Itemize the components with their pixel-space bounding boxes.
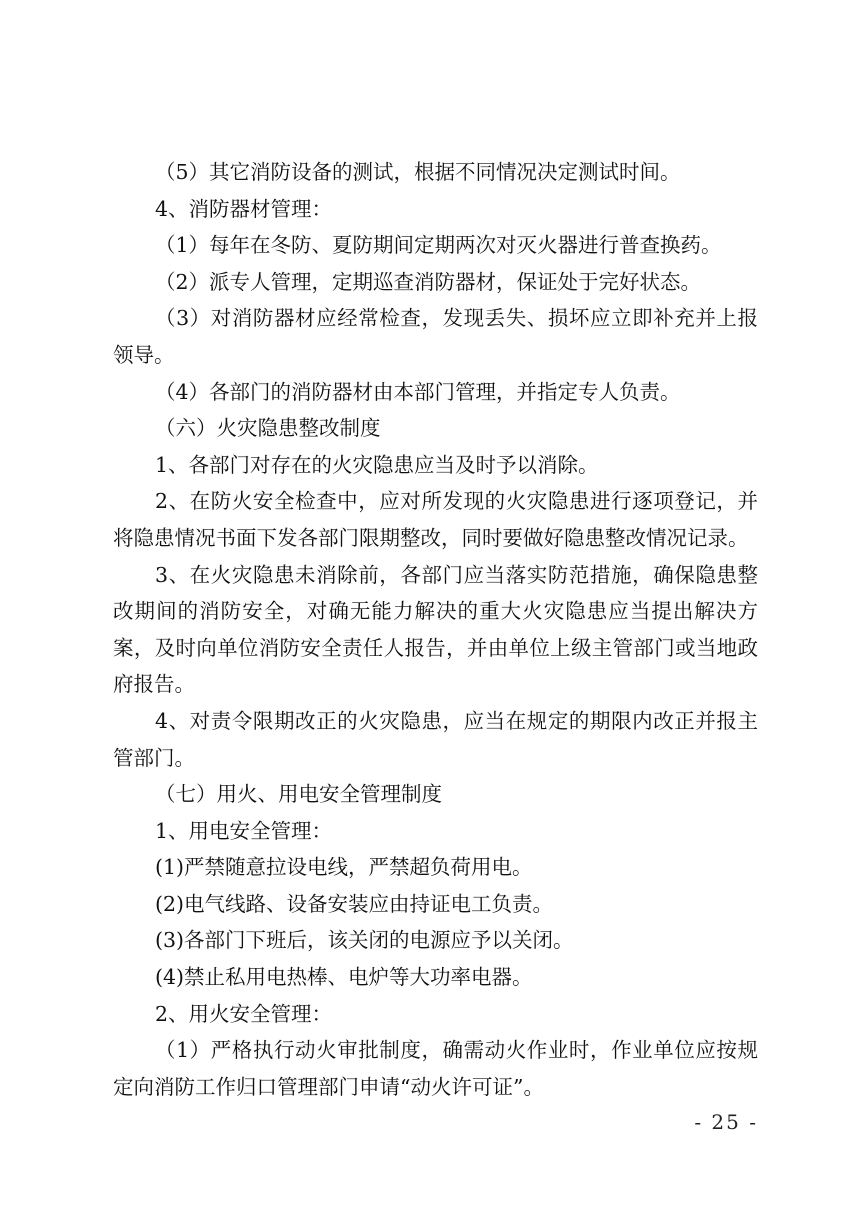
paragraph-14: (1)严禁随意拉设电线，严禁超负荷用电。 [155, 855, 533, 880]
paragraph-5: （3）对消防器材应经常检查，发现丢失、损坏应立即补充并上报领导。 [113, 306, 758, 367]
section-heading-6: （六）火灾隐患整改制度 [155, 416, 381, 441]
paragraph-4: （2）派专人管理，定期巡查消防器材，保证处于完好状态。 [155, 269, 702, 294]
paragraph-10: 3、在火灾隐患未消除前，各部门应当落实防范措施，确保隐患整改期间的消防安全，对确无能力解决的重大火灾隐患应当提出解决方案，及时向单位消防安全责任人报告，并由单位上级主管部门或当地政府报告。 [113, 562, 758, 697]
paragraph-17: (4)禁止私用电热棒、电炉等大功率电器。 [155, 965, 533, 990]
paragraph-11: 4、对责令限期改正的火灾隐患，应当在规定的期限内改正并报主管部门。 [113, 708, 758, 770]
paragraph-6: （4）各部门的消防器材由本部门管理，并指定专人负责。 [155, 379, 681, 404]
paragraph-18: 2、用火安全管理： [155, 1001, 333, 1026]
paragraph-16: (3)各部门下班后，该关闭的电源应予以关闭。 [155, 928, 574, 953]
paragraph-8: 1、各部门对存在的火灾隐患应当及时予以消除。 [155, 452, 599, 477]
section-heading-7: （七）用火、用电安全管理制度 [155, 782, 442, 807]
paragraph-15: (2)电气线路、设备安装应由持证电工负责。 [155, 891, 554, 916]
paragraph-13: 1、用电安全管理： [155, 818, 333, 843]
document-body [113, 154, 758, 1105]
paragraph-3: （1）每年在冬防、夏防期间定期两次对灭火器进行普查换药。 [155, 233, 722, 258]
paragraph-9: 2、在防火安全检查中，应对所发现的火灾隐患进行逐项登记，并将隐患情况书面下发各部门限期整改，同时要做好隐患整改情况记录。 [113, 489, 758, 550]
paragraph-19: （1）严格执行动火审批制度，确需动火作业时，作业单位应按规定向消防工作归口管理部门申请“动火许可证”。 [113, 1038, 758, 1099]
paragraph-1: （5）其它消防设备的测试，根据不同情况决定测试时间。 [155, 160, 681, 184]
paragraph-2: 4、消防器材管理： [155, 196, 333, 221]
page-number: - 25 - [694, 1110, 758, 1134]
